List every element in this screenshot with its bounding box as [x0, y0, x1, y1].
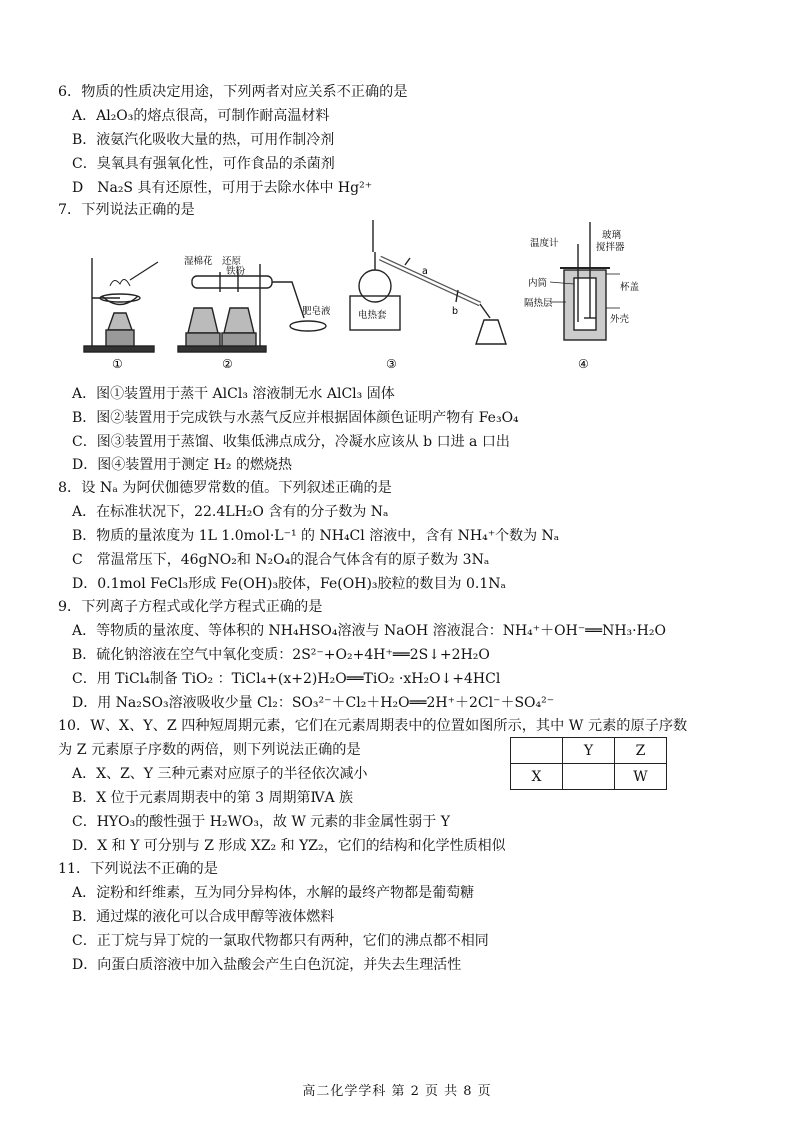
q10-option-b: B．X 位于元素周期表中的第 3 周期第ⅣA 族	[72, 790, 354, 806]
q6-option-c: C．臭氧具有强氧化性，可作食品的杀菌剂	[72, 156, 335, 172]
fig-label-3: ③	[386, 357, 397, 371]
apparatus-1-evaporation	[84, 258, 158, 352]
pt-cell-r1c1	[511, 738, 563, 764]
q7-option-a: A．图①装置用于蒸干 AlCl₃ 溶液制无水 AlCl₃ 固体	[72, 386, 395, 402]
q7-option-c: C．图③装置用于蒸馏、收集低沸点成分，冷凝水应该从 b 口进 a 口出	[72, 434, 510, 450]
q11-option-d: D．向蛋白质溶液中加入盐酸会产生白色沉淀，并失去生理活性	[72, 957, 462, 973]
fig-label-1: ①	[112, 357, 123, 371]
fig-label-soap: 肥皂液	[302, 306, 331, 317]
fig-label-stirrer: 搅拌器	[596, 242, 625, 253]
q11-option-a: A．淀粉和纤维素，互为同分异构体，水解的最终产物都是葡萄糖	[72, 885, 475, 901]
fig-label-iron-powder: 铁粉	[226, 266, 246, 277]
q9-option-b: B．硫化钠溶液在空气中氧化变质：2S²⁻+O₂+4H⁺══2S↓+2H₂O	[72, 647, 490, 663]
q10-stem-line1: 10．W、X、Y、Z 四种短周期元素，它们在元素周期表中的位置如图所示，其中 W 元素的原子序数	[58, 718, 688, 734]
fig-label-insulation: 隔热层	[524, 298, 553, 309]
fig-label-a: a	[422, 266, 428, 277]
q7-stem: 7．下列说法正确的是	[58, 202, 195, 218]
q10-stem-line2: 为 Z 元素原子序数的两倍，则下列说法正确的是	[58, 742, 361, 758]
pt-cell-r2c1: X	[511, 764, 563, 790]
q9-option-d: D．用 Na₂SO₃溶液吸收少量 Cl₂：SO₃²⁻＋Cl₂＋H₂O══2H⁺＋2Cl⁻＋SO₄²⁻	[72, 695, 555, 711]
q6-stem: 6．物质的性质决定用途，下列两者对应关系不正确的是	[58, 84, 408, 100]
q9-option-a: A．等物质的量浓度、等体积的 NH₄HSO₄溶液与 NaOH 溶液混合：NH₄⁺＋OH⁻══NH₃·H₂O	[72, 623, 666, 639]
q6-option-a: A．Al₂O₃的熔点很高，可制作耐高温材料	[72, 108, 330, 124]
fig-label-heater: 电热套	[358, 310, 387, 321]
q11-option-c: C．正丁烷与异丁烷的一氯取代物都只有两种，它们的沸点都不相同	[72, 933, 489, 949]
q8-stem: 8．设 Nₐ 为阿伏伽德罗常数的值。下列叙述正确的是	[58, 480, 392, 496]
q9-option-c: C．用 TiCl₄制备 TiO₂ ：TiCl₄+(x+2)H₂O══TiO₂ ·xH₂O↓+4HCl	[72, 671, 501, 687]
q11-option-b: B．通过煤的液化可以合成甲醇等液体燃料	[72, 909, 335, 925]
fig-label-reduced: 还原	[222, 256, 242, 267]
fig-label-inner: 内筒	[528, 278, 548, 289]
q9-stem: 9．下列离子方程式或化学方程式正确的是	[58, 599, 323, 615]
q8-option-d: D．0.1mol FeCl₃形成 Fe(OH)₃胶体，Fe(OH)₃胶粒的数目为 0.1Nₐ	[72, 576, 506, 592]
pt-cell-r1c3: Z	[615, 738, 667, 764]
q10-option-d: D．X 和 Y 可分别与 Z 形成 XZ₂ 和 YZ₂，它们的结构和化学性质相似	[72, 838, 506, 854]
fig-label-lid: 杯盖	[620, 282, 640, 293]
q6-option-b: B．液氨汽化吸收大量的热，可用作制冷剂	[72, 132, 335, 148]
fig-label-glass: 玻璃	[602, 230, 622, 241]
pt-cell-r1c2: Y	[563, 738, 615, 764]
fig-label-4: ④	[578, 357, 589, 371]
q8-option-b: B．物质的量浓度为 1L 1.0mol·L⁻¹ 的 NH₄Cl 溶液中，含有 NH₄⁺个数为 Nₐ	[72, 528, 560, 544]
fig-label-2: ②	[222, 357, 233, 371]
q7-apparatus-figure	[80, 218, 640, 378]
q10-option-c: C．HYO₃的酸性强于 H₂WO₃，故 W 元素的非金属性弱于 Y	[72, 814, 450, 830]
q11-stem: 11．下列说法不正确的是	[58, 861, 218, 877]
q7-option-b: B．图②装置用于完成铁与水蒸气反应并根据固体颜色证明产物有 Fe₃O₄	[72, 410, 519, 426]
fig-label-thermometer: 温度计	[530, 238, 559, 249]
apparatus-3-distillation	[350, 220, 506, 344]
q8-option-a: A．在标准状况下，22.4LH₂O 含有的分子数为 Nₐ	[72, 504, 389, 520]
pt-cell-r2c3: W	[615, 764, 667, 790]
page-footer: 高二化学学科 第 2 页 共 8 页	[302, 1084, 492, 1099]
fig-label-wet-cotton: 湿棉花	[184, 256, 213, 267]
q8-option-c: C 常温常压下，46gNO₂和 N₂O₄的混合气体含有的原子数为 3Nₐ	[72, 552, 490, 568]
q7-option-d: D．图④装置用于测定 H₂ 的燃烧热	[72, 457, 292, 473]
q6-option-d: D Na₂S 具有还原性，可用于去除水体中 Hg²⁺	[72, 180, 373, 196]
fig-label-b: b	[452, 306, 459, 317]
fig-label-shell: 外壳	[610, 314, 630, 325]
q10-option-a: A．X、Z、Y 三种元素对应原子的半径依次减小	[72, 766, 368, 782]
